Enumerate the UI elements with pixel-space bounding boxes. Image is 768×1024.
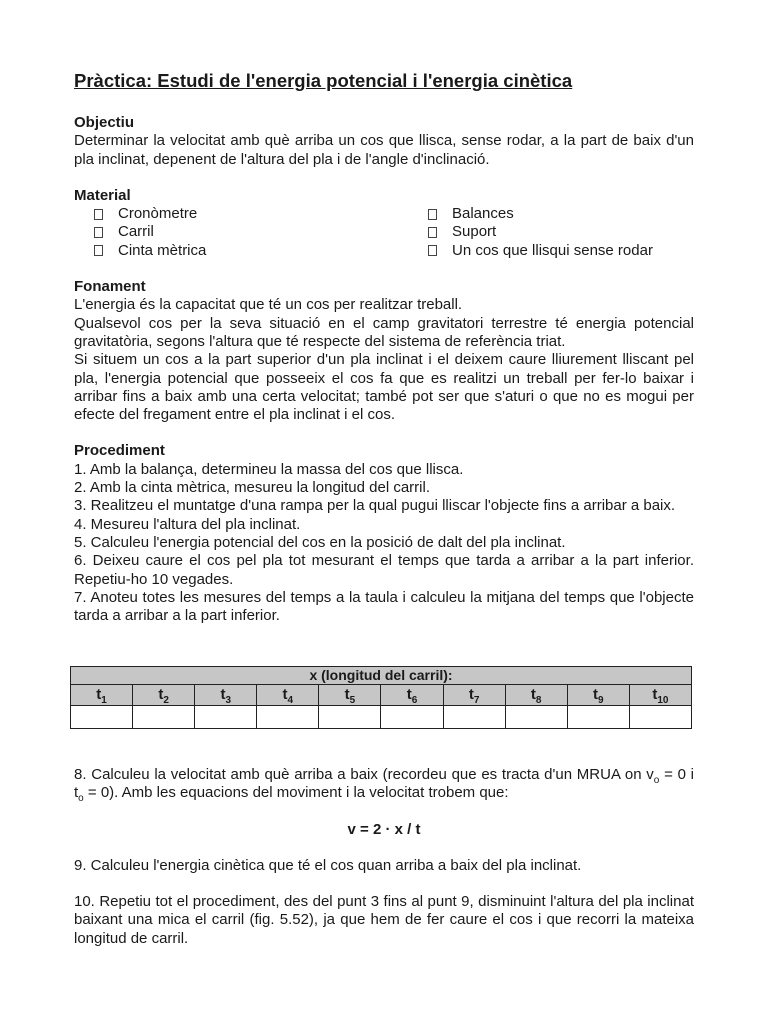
table-cell-t8[interactable] [505,706,567,729]
column-header-t2: $t_2$ [133,685,195,706]
bullet-box-icon [94,245,103,256]
section-objectiu [74,114,694,169]
material-item: Suport [428,223,653,241]
time-measurements-table [70,666,692,729]
velocity-formula: v = 2 · x / t [347,820,421,838]
table-header-length: x (longitud del carril): [71,667,692,685]
bullet-box-icon [428,245,437,256]
column-header-t10: $t_{10}$ [629,685,691,706]
table-cell-t5[interactable] [319,706,381,729]
bullet-box-icon [428,227,437,238]
procediment-step: 6. Deixeu caure el cos pel pla tot mesurant el temps que tarda a arribar a la part inferior. Repetiu-ho 10 vegades. [74,552,694,588]
objectiu-text: Determinar la velocitat amb què arriba un cos que llisca, sense rodar, a la part de baix d'un pla inclinat, depenent de l'altura del pla i de l'angle d'inclinació. [74,132,694,168]
fonament-paragraph: Si situem un cos a la part superior d'un pla inclinat i el deixem caure lliurement lliscant pel pla, l'energia potencial que posseeix el cos fa que es realitzi un treball per fer-lo baixar i arribar fins a baix amb una certa velocitat; també pot ser que s'aturi o que no es mogui per efecte del fregament entre el pla inclinat i el cos. [74,351,694,424]
step-8: 8. Calculeu la velocitat amb què arriba a baix (recordeu que es tracta d'un MRUA on $v_o = 0$ i $t_o = 0$). Amb les equacions del moviment i la velocitat trobem que: [74,766,695,805]
section-fonament [74,278,694,424]
table-cell-t2[interactable] [133,706,195,729]
bullet-box-icon [94,227,103,238]
procediment-step: 3. Realitzeu el muntatge d'una rampa per la qual pugui lliscar l'objecte fins a arribar a baix. [74,497,676,515]
fonament-paragraph: L'energia és la capacitat que té un cos per realitzar treball. [74,296,463,314]
procediment-step: 7. Anoteu totes les mesures del temps a la taula i calculeu la mitjana del temps que l'objecte tarda a arribar a la part inferior. [74,588,694,625]
table-cell-t3[interactable] [195,706,257,729]
table-cell-t9[interactable] [567,706,629,729]
table-cell-t10[interactable] [629,706,691,729]
step-10: 10. Repetiu tot el procediment, des del punt 3 fins al punt 9, disminuint l'altura del pla inclinat baixant una mica el carril (fig. 5.52), ja que hem de fer caure el cos i que recorri la mateixa longitud de carril. [74,893,694,947]
material-column-right [428,205,653,260]
material-list [74,205,694,260]
section-heading-procediment: Procediment [74,442,165,460]
table-cell-t1[interactable] [71,706,133,729]
table-cell-t7[interactable] [443,706,505,729]
procediment-step: 5. Calculeu l'energia potencial del cos en la posició de dalt del pla inclinat. [74,533,566,551]
column-header-t4: $t_4$ [257,685,319,706]
column-header-t3: $t_3$ [195,685,257,706]
column-header-t6: $t_6$ [381,685,443,706]
fonament-paragraph: Qualsevol cos per la seva situació en el camp gravitatori terrestre té energia potencial gravitatòria, segons l'altura que té respecte del sistema de referència triat. [74,314,694,350]
section-heading-fonament: Fonament [74,278,146,296]
procediment-step: 1. Amb la balança, determineu la massa del cos que llisca. [74,460,464,478]
procediment-step: 4. Mesureu l'altura del pla inclinat. [74,515,301,533]
document-content [74,70,694,643]
column-header-t1: $t_1$ [71,685,133,706]
table-row [71,706,692,729]
bullet-box-icon [428,209,437,220]
column-header-t7: $t_7$ [443,685,505,706]
material-item: Un cos que llisqui sense rodar [428,242,653,260]
page-title: Pràctica: Estudi de l'energia potencial i l'energia cinètica [74,70,573,91]
step-9: 9. Calculeu l'energia cinètica que té el cos quan arriba a baix del pla inclinat. [74,856,582,874]
material-item: Carril [94,223,428,241]
material-item: Cronòmetre [94,205,428,223]
section-calculations [74,766,694,948]
bullet-box-icon [94,209,103,220]
column-header-t9: $t_9$ [567,685,629,706]
material-column-left [94,205,428,260]
table-cell-t6[interactable] [381,706,443,729]
section-heading-material: Material [74,186,131,204]
column-header-t8: $t_8$ [505,685,567,706]
material-item: Cinta mètrica [94,242,428,260]
material-item: Balances [428,205,653,223]
procediment-step: 2. Amb la cinta mètrica, mesureu la longitud del carril. [74,479,430,497]
table-column-headers [71,685,692,706]
table-cell-t4[interactable] [257,706,319,729]
section-material [74,187,694,260]
column-header-t5: $t_5$ [319,685,381,706]
section-heading-objectiu: Objectiu [74,114,135,131]
section-procediment [74,442,694,625]
